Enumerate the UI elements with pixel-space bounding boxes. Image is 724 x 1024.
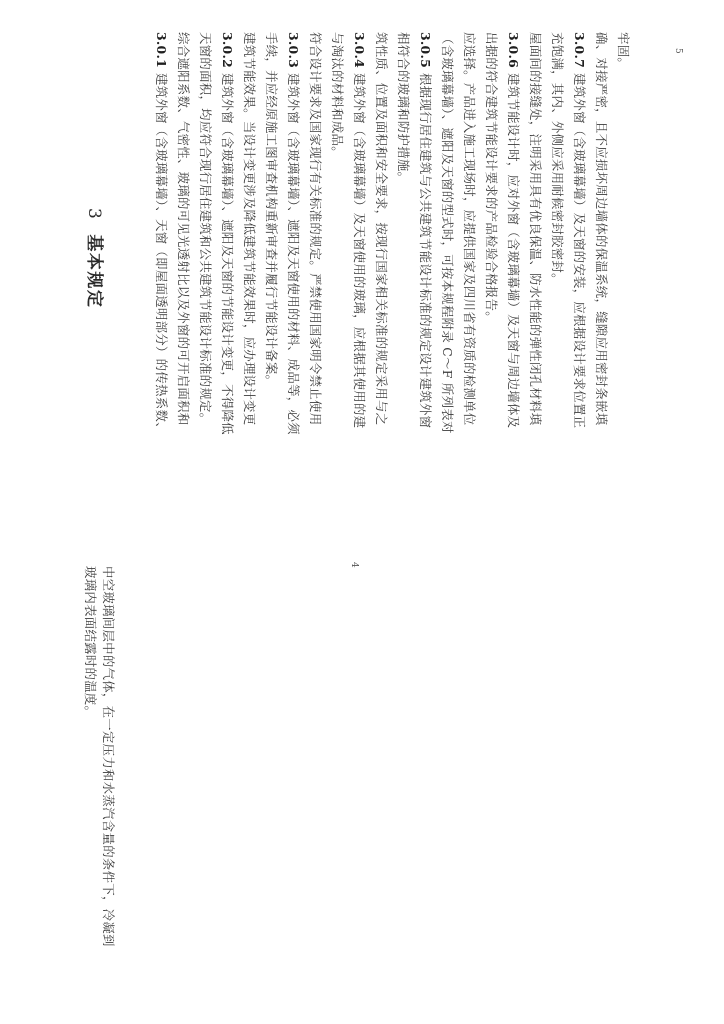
clause-3-0-2-line-2: 建筑节能效果。当设计变更涉及降低建筑节能效果时，应办理设计变更 (242, 32, 257, 426)
clause-3-0-5-line-2: （含玻璃幕墙）、遮阳及天窗的型式时，可按本规程附录 C～F 所列表对 (440, 32, 455, 434)
chapter-number: 3 (84, 208, 104, 221)
clause-3-0-1-line-2: 综合遮阳系数、气密性、玻璃的可见光透射比以及外窗的可开启面积和 (176, 32, 191, 426)
clause-3-0-7-line-3: 牢固。 (616, 32, 631, 71)
clause-3-0-3-line-2: 符合设计要求及国家现行有关标准的规定。严禁使用国家明令禁止使用 (308, 32, 323, 426)
left-page-number: 4 (349, 562, 359, 568)
clause-3-0-2-line-3: 手续，并应经原施工图审查机构重新审查并履行节能设计备案。 (264, 32, 279, 388)
clause-3-0-1-line-1: 3.0.1建筑外窗（含玻璃幕墙）、天窗（即屋面透明部分）的传热系数、 (154, 32, 169, 435)
chapter-title: 基本规定 (84, 234, 104, 309)
chapter-heading (85, 208, 102, 308)
clause-3-0-5-line-4: 出据的符合建筑节能设计要求的产品检验合格报告。 (484, 32, 499, 324)
clause-3-0-4-line-2: 筑性质、位置及面积和安全要求，按现行国家相关标准的规定采用与之 (374, 32, 389, 426)
clause-3-0-2-line-1: 3.0.2建筑外窗（含玻璃幕墙）、遮阳及天窗的节能设计变更，不得降低 (220, 32, 235, 435)
clause-3-0-3-line-3: 与淘汰的材料和成品。 (330, 32, 345, 159)
clause-3-0-6-line-2: 屋面间的接缝处，注明采用具有优良保温、防水性能的弹性闭孔材料填 (528, 32, 543, 426)
clause-3-0-7-line-2: 确、对接严密，且不应损坏周边墙体的保温系统，缝隙应用密封条嵌填 (594, 32, 609, 426)
clause-3-0-1-line-3: 天窗的面积，均应符合现行居住建筑和公共建筑节能设计标准的规定。 (198, 32, 213, 426)
clause-3-0-5-line-3: 应选择。产品进入施工现场时，应提供国家及四川省有资质的检测单位 (462, 32, 477, 426)
clause-3-0-6-line-1: 3.0.6建筑节能设计时，应对外窗（含玻璃幕墙）及天窗与周边墙体及 (506, 32, 521, 429)
left-page-line-2: 玻璃内表面结露时的温度。 (83, 566, 98, 719)
clause-3-0-4-line-1: 3.0.4建筑外窗（含玻璃幕墙）及天窗使用的玻璃，应根据其使用的建 (352, 32, 367, 429)
clause-3-0-6-line-3: 充饱满，其内、外侧应采用耐候密封胶密封。 (550, 32, 565, 286)
clause-3-0-7-line-1: 3.0.7建筑外窗（含玻璃幕墙）及天窗的安装，应根据设计要求位置正 (572, 32, 587, 429)
clause-3-0-4-line-3: 相符合的玻璃和防护措施。 (396, 32, 411, 185)
clause-3-0-3-line-1: 3.0.3建筑外窗（含玻璃幕墙）、遮阳及天窗使用的材料、成品等，必须 (286, 32, 301, 435)
right-page-number: 5 (673, 48, 683, 54)
clause-3-0-5-line-1: 3.0.5根据现行居住建筑与公共建筑节能设计标准的规定设计建筑外窗 (418, 32, 433, 429)
left-page-line-1: 中空玻璃间层中的气体，在一定压力和水蒸汽含量的条件下，冷凝到 (101, 566, 116, 947)
